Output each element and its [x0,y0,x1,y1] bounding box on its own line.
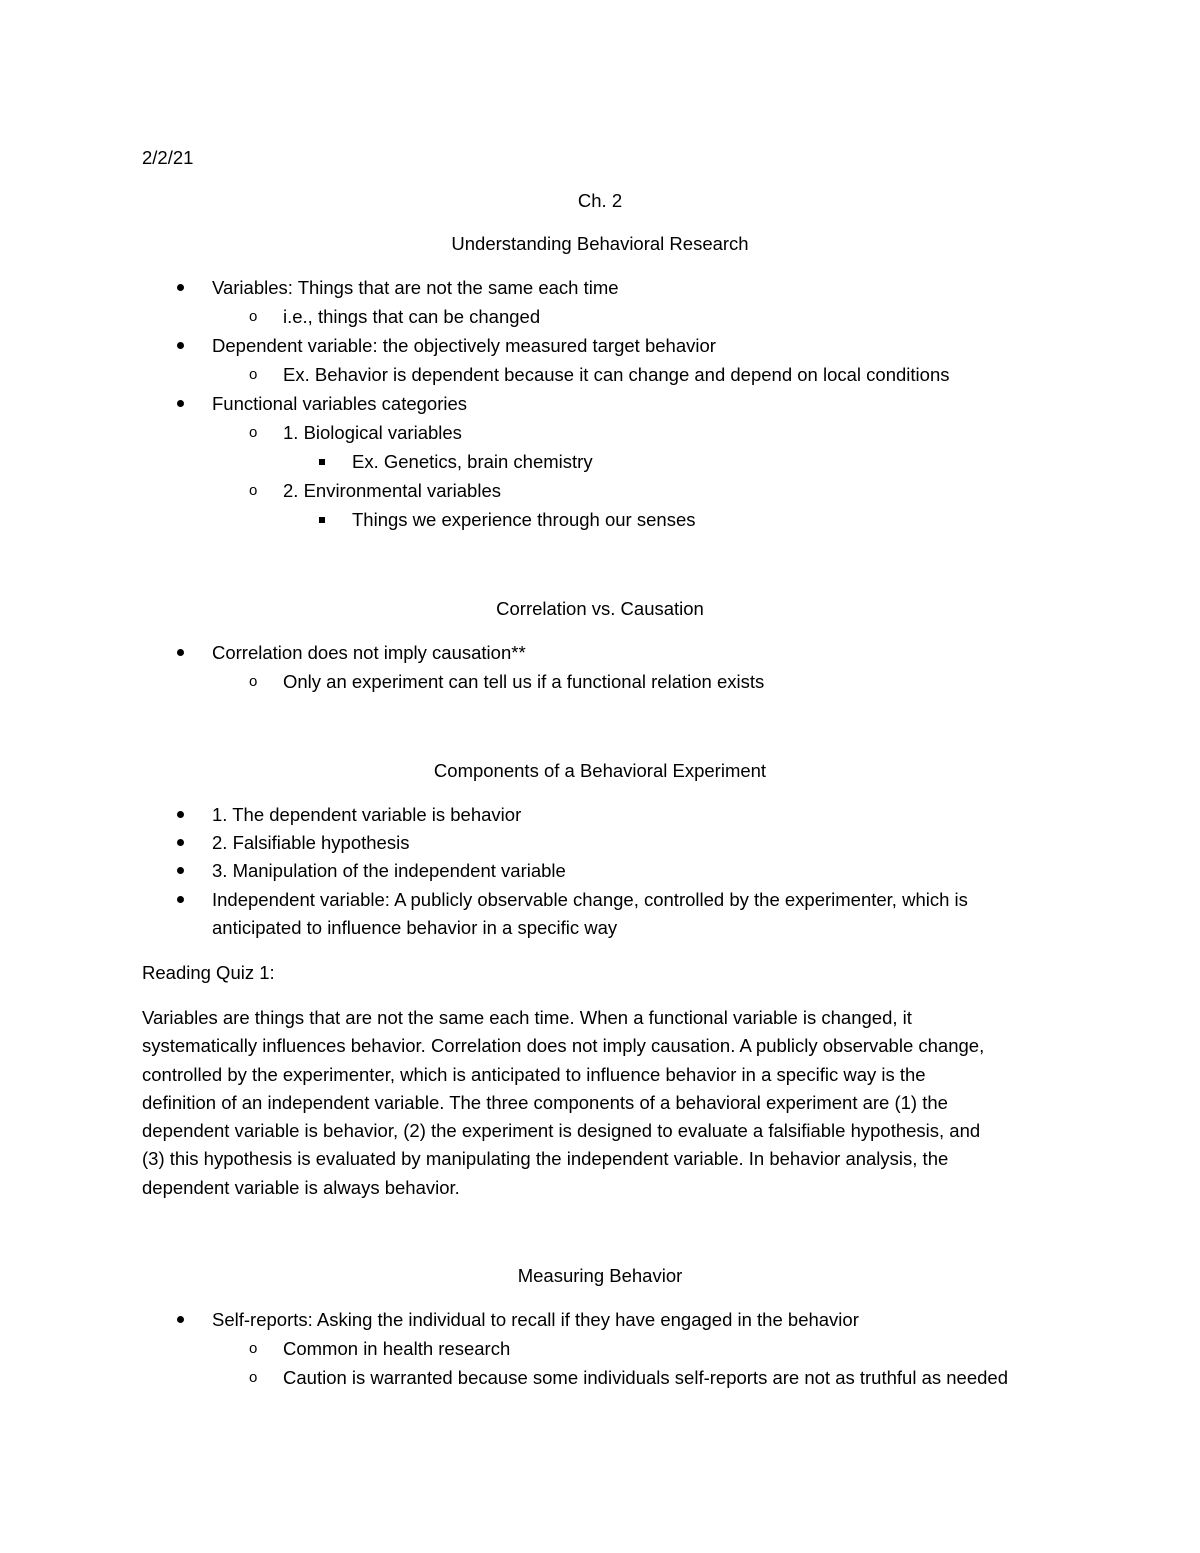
bullet-icon [177,867,184,874]
chapter-heading: Ch. 2 [577,190,623,211]
sub-list-item: 1. Biological variables [283,422,462,443]
section-heading-correlation: Correlation vs. Causation [496,598,704,619]
bullet-icon [177,342,184,349]
list-item: 2. Falsifiable hypothesis [212,832,410,853]
list-item: 3. Manipulation of the independent variable [212,860,566,881]
list-item: Self-reports: Asking the individual to recall if they have engaged in the behavior [212,1309,859,1330]
list-item-continuation: anticipated to influence behavior in a specific way [212,917,618,938]
quiz-paragraph-line: dependent variable is behavior, (2) the experiment is designed to evaluate a falsifiable hypothesis, and [142,1120,981,1141]
quiz-paragraph-line: Variables are things that are not the same each time. When a functional variable is changed, it [142,1007,912,1028]
bullet-icon [177,284,184,291]
hollow-bullet-icon: o [249,1369,258,1386]
bullet-icon [177,839,184,846]
hollow-bullet-icon: o [249,308,258,325]
bullet-icon [177,649,184,656]
list-item: Independent variable: A publicly observable change, controlled by the experimenter, which is [212,889,968,910]
hollow-bullet-icon: o [249,366,258,383]
list-item: Functional variables categories [212,393,468,414]
quiz-paragraph-line: (3) this hypothesis is evaluated by manipulating the independent variable. In behavior analysis, the [142,1148,949,1169]
quiz-paragraph-line: definition of an independent variable. The three components of a behavioral experiment are (1) the [142,1092,948,1113]
sub-list-item: i.e., things that can be changed [283,306,541,327]
section-heading-components: Components of a Behavioral Experiment [433,760,767,781]
quiz-paragraph-line: systematically influences behavior. Correlation does not imply causation. A publicly observable change, [142,1035,985,1056]
quiz-paragraph-line: dependent variable is always behavior. [142,1177,460,1198]
bullet-icon [177,811,184,818]
sub-list-item: 2. Environmental variables [283,480,501,501]
quiz-paragraph-line: controlled by the experimenter, which is anticipated to influence behavior in a specific way is the [142,1064,926,1085]
section-heading-measuring: Measuring Behavior [517,1265,683,1286]
square-bullet-icon [319,459,325,465]
date-text: 2/2/21 [142,147,194,168]
sub-sub-list-item: Things we experience through our senses [352,509,696,530]
sub-list-item: Caution is warranted because some individuals self-reports are not as truthful as needed [283,1367,1008,1388]
bullet-icon [177,1316,184,1323]
bullet-icon [177,400,184,407]
hollow-bullet-icon: o [249,424,258,441]
hollow-bullet-icon: o [249,482,258,499]
quiz-label: Reading Quiz 1: [142,962,275,983]
sub-sub-list-item: Ex. Genetics, brain chemistry [352,451,593,472]
section-heading-understanding: Understanding Behavioral Research [451,233,749,254]
list-item: Dependent variable: the objectively measured target behavior [212,335,716,356]
bullet-icon [177,896,184,903]
list-item: Correlation does not imply causation** [212,642,526,663]
square-bullet-icon [319,517,325,523]
hollow-bullet-icon: o [249,1340,258,1357]
hollow-bullet-icon: o [249,673,258,690]
sub-list-item: Common in health research [283,1338,511,1359]
sub-list-item: Ex. Behavior is dependent because it can change and depend on local conditions [283,364,950,385]
sub-list-item: Only an experiment can tell us if a functional relation exists [283,671,765,692]
list-item: 1. The dependent variable is behavior [212,804,522,825]
list-item: Variables: Things that are not the same each time [212,277,619,298]
